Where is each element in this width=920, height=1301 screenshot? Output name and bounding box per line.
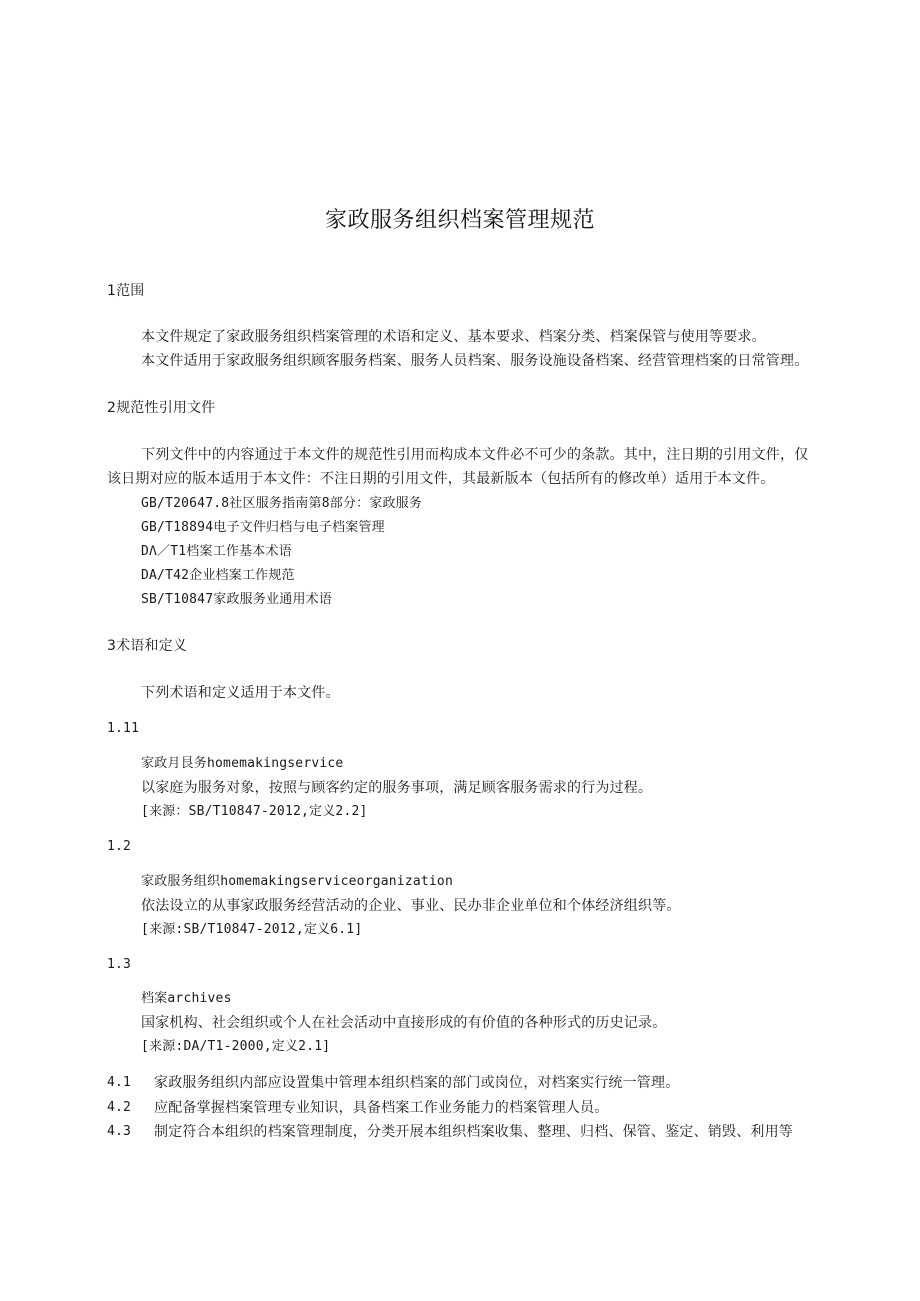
document-title: 家政服务组织档案管理规范 <box>324 208 595 233</box>
term-number: 1.2 <box>107 839 132 854</box>
section-2-heading: 2规范性引用文件 <box>107 400 216 416</box>
section-1-paragraph-2: 本文件适用于家政服务组织顾客服务档案、服务人员档案、服务设施设备档案、经营管理档案的日常管理。 <box>141 353 809 369</box>
term-number: 1.3 <box>107 957 132 972</box>
section-1-paragraph-1: 本文件规定了家政服务组织档案管理的术语和定义、基本要求、档案分类、档案保管与使用等要求。 <box>141 329 766 345</box>
term-name: 档案archives <box>141 991 232 1006</box>
clause-number: 4.3 <box>107 1124 132 1139</box>
term-definition: 以家庭为服务对象，按照与顾客约定的服务事项，满足顾客服务需求的行为过程。 <box>141 780 653 796</box>
clause-text: 制定符合本组织的档案管理制度，分类开展本组织档案收集、整理、归档、保管、鉴定、销毁、利用等 <box>154 1124 793 1140</box>
section-3-heading: 3术语和定义 <box>107 638 188 654</box>
clause-number: 4.1 <box>107 1075 132 1090</box>
term-definition: 依法设立的从事家政服务经营活动的企业、事业、民办非企业单位和个体经济组织等。 <box>141 898 681 914</box>
reference-item: GB/T18894电子文件归档与电子档案管理 <box>141 520 385 535</box>
reference-item: DΛ／T1档案工作基本术语 <box>141 544 292 559</box>
term-name: 家政月艮务homemakingservice <box>141 756 344 771</box>
section-2-paragraph-line-2: 该日期对应的版本适用于本文件：不注日期的引用文件，其最新版本（包括所有的修改单）适用于本文件。 <box>107 471 775 487</box>
section-1-heading: 1范围 <box>107 283 145 299</box>
term-number: 1.11 <box>107 721 140 736</box>
term-source: [来源:DA/T1-2000,定义2.1] <box>141 1039 331 1054</box>
clause-text: 家政服务组织内部应设置集中管理本组织档案的部门或岗位，对档案实行统一管理。 <box>154 1075 680 1091</box>
term-definition: 国家机构、社会组织或个人在社会活动中直接形成的有价值的各种形式的历史记录。 <box>141 1015 667 1031</box>
section-3-intro: 下列术语和定义适用于本文件。 <box>141 685 340 701</box>
term-source: [来源：SB/T10847-2012,定义2.2] <box>141 804 368 819</box>
reference-item: DA/T42企业档案工作规范 <box>141 568 295 583</box>
term-source: [来源:SB/T10847-2012,定义6.1] <box>141 922 363 937</box>
term-name: 家政服务组织homemakingserviceorganization <box>141 874 453 889</box>
section-2-paragraph-line-1: 下列文件中的内容通过于本文件的规范性引用而构成本文件必不可少的条款。其中，注日期的引用文件，仅 <box>141 447 809 463</box>
clause-number: 4.2 <box>107 1100 132 1115</box>
clause-text: 应配备掌握档案管理专业知识，具备档案工作业务能力的档案管理人员。 <box>154 1100 609 1116</box>
reference-item: GB/T20647.8社区服务指南第8部分：家政服务 <box>141 496 423 511</box>
reference-item: SB/T10847家政服务业通用术语 <box>141 592 333 607</box>
